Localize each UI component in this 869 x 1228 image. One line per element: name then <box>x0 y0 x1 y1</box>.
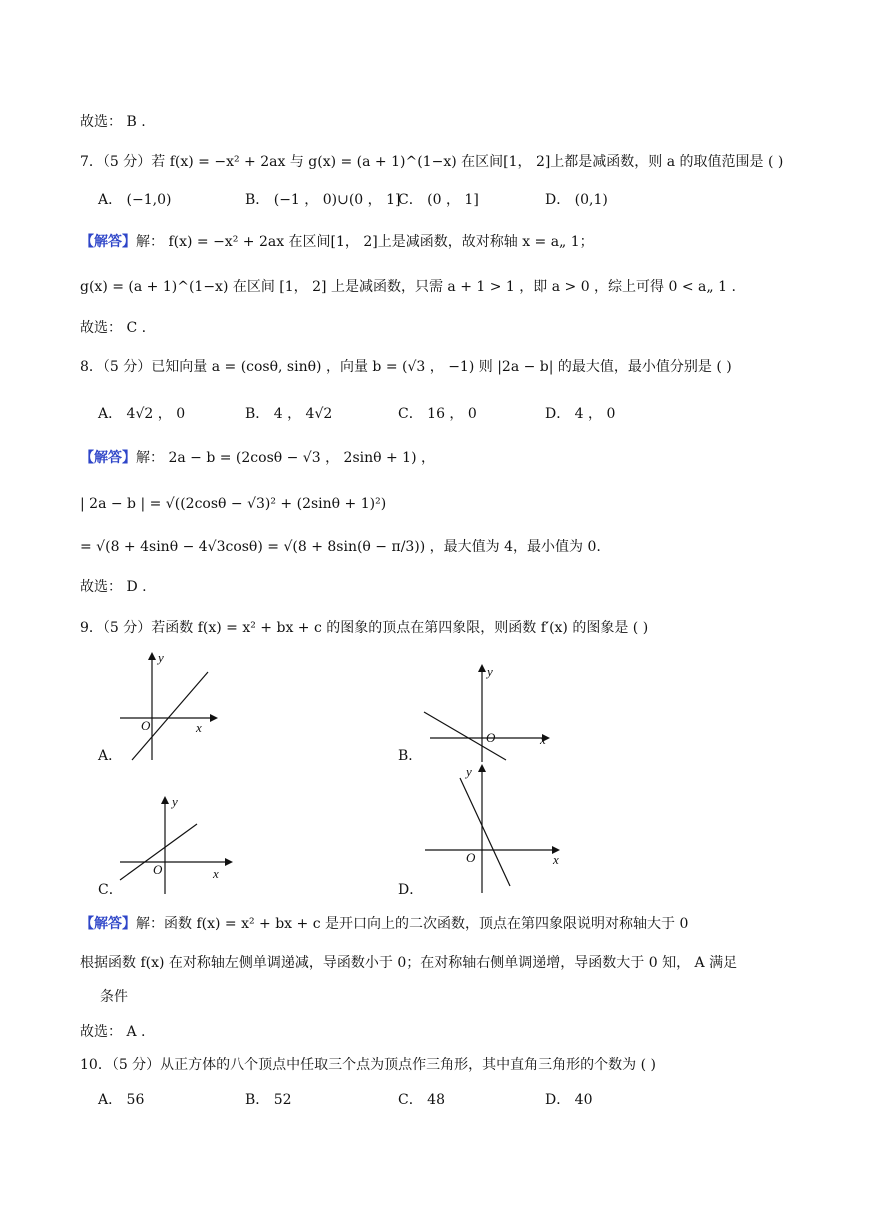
graph-d-origin-label: O <box>466 850 476 865</box>
q8-solution-2: | 2a − b | = √((2cosθ − √3)² + (2sinθ + 1)²) <box>80 496 387 512</box>
q10-option-c: C． 48 <box>398 1092 445 1108</box>
q8-option-d: D． 4 ， 0 <box>545 406 616 422</box>
q8-stem: 8．（5 分）已知向量 a = (cosθ, sinθ) ，向量 b = (√3 ， −1) 则 |2a − b| 的最大值，最小值分别是 ( ) <box>80 359 732 375</box>
solution-tag: 【解答】 <box>80 450 136 466</box>
q7-option-d: D． (0,1) <box>545 192 608 208</box>
q10-option-b: B． 52 <box>245 1092 292 1108</box>
q8-solution-1 <box>80 448 435 468</box>
q7-stem: 7．（5 分）若 f(x) = −x² + 2ax 与 g(x) = (a + 1)^(1−x) 在区间[1， 2]上都是减函数，则 a 的取值范围是 ( ) <box>80 154 784 170</box>
q8-option-a: A． 4√2 ， 0 <box>98 406 186 422</box>
q9-solution-2: 根据函数 f(x) 在对称轴左侧单调递减，导函数小于 0；在对称轴右侧单调递增，导函数大于 0 知， A 满足 <box>80 955 738 971</box>
q8-solution-1-text: 解： 2a − b = (2cosθ − √3 ， 2sinθ + 1) ， <box>136 450 436 466</box>
q9-answer: 故选： A . <box>80 1024 146 1040</box>
graph-c-option-label: C． <box>98 882 123 898</box>
graph-d-x-label: x <box>553 852 559 867</box>
solution-tag: 【解答】 <box>80 234 136 250</box>
graph-d-y-label: y <box>466 764 472 779</box>
graph-b-y-label: y <box>487 664 493 679</box>
graph-c-origin-label: O <box>153 862 163 877</box>
graph-a-option-label: A． <box>98 748 123 764</box>
q7-option-b: B． (−1 ， 0)∪(0 ， 1] <box>245 192 401 208</box>
q7-option-c: C． (0 ， 1] <box>398 192 479 208</box>
graph-a <box>110 648 220 763</box>
graph-d-option-label: D． <box>398 882 424 898</box>
q9-solution-1 <box>80 914 688 934</box>
graph-a-x-label: x <box>196 720 202 735</box>
q7-answer: 故选： C . <box>80 320 147 336</box>
q9-solution-3: 条件 <box>100 989 128 1005</box>
graph-d <box>420 760 570 895</box>
q10-option-a: A． 56 <box>98 1092 145 1108</box>
q7-option-a: A． (−1,0) <box>98 192 172 208</box>
graph-a-origin-label: O <box>141 718 151 733</box>
q7-solution-2: g(x) = (a + 1)^(1−x) 在区间 [1， 2] 上是减函数，只需 a + 1 > 1 ，即 a > 0 ，综上可得 0 < a„ 1 . <box>80 279 736 295</box>
graph-c-x-label: x <box>213 866 219 881</box>
graph-b-option-label: B． <box>398 748 423 764</box>
q10-option-d: D． 40 <box>545 1092 593 1108</box>
q9-solution-1-text: 解：函数 f(x) = x² + bx + c 是开口向上的二次函数，顶点在第四象限说明对称轴大于 0 <box>136 916 689 932</box>
q7-solution-1 <box>80 232 594 252</box>
graph-c-y-label: y <box>172 794 178 809</box>
graph-b-origin-label: O <box>486 730 496 745</box>
q7-solution-1-text: 解： f(x) = −x² + 2ax 在区间[1， 2]上是减函数，故对称轴 x = a„ 1； <box>136 234 594 250</box>
q8-solution-3: = √(8 + 4sinθ − 4√3cosθ) = √(8 + 8sin(θ − π/3)) ，最大值为 4，最小值为 0. <box>80 539 601 555</box>
q8-option-b: B． 4 ， 4√2 <box>245 406 333 422</box>
q8-answer: 故选： D . <box>80 579 147 595</box>
solution-tag: 【解答】 <box>80 916 136 932</box>
q8-option-c: C． 16 ， 0 <box>398 406 477 422</box>
graph-a-y-label: y <box>158 650 164 665</box>
q10-stem: 10．（5 分）从正方体的八个顶点中任取三个点为顶点作三角形，其中直角三角形的个数为 ( ) <box>80 1057 656 1073</box>
q9-stem: 9．（5 分）若函数 f(x) = x² + bx + c 的图象的顶点在第四象限，则函数 f′(x) 的图象是 ( ) <box>80 620 649 636</box>
q6-answer: 故选： B . <box>80 114 146 130</box>
graph-b-x-label: x <box>540 732 546 747</box>
